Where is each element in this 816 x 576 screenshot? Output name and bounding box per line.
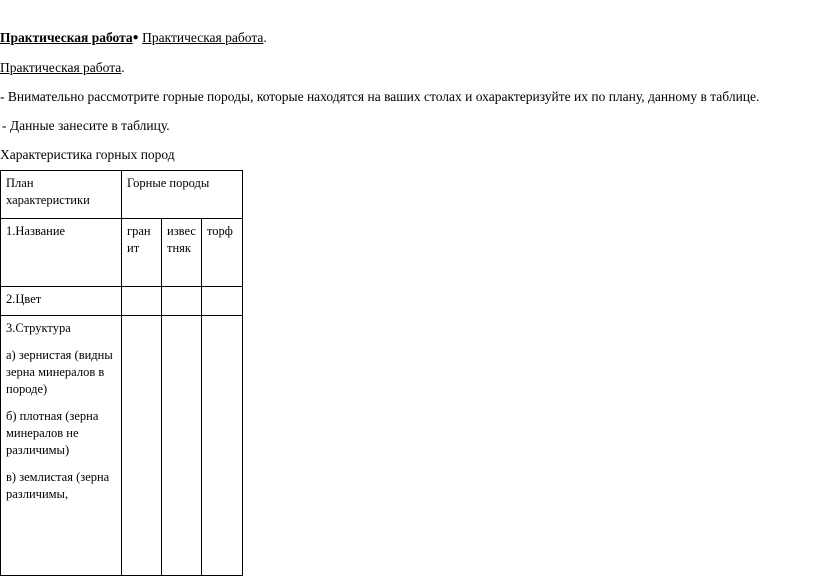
rock-granite: гранит bbox=[122, 219, 162, 287]
bullet-icon: ● bbox=[132, 32, 139, 43]
color-peat-cell[interactable] bbox=[202, 287, 243, 316]
instruction-2: - Данные занесите в таблицу. bbox=[2, 118, 170, 133]
structure-limestone-cell[interactable] bbox=[162, 316, 202, 576]
structure-item-b: б) плотная (зерна минералов не различимы) bbox=[6, 409, 99, 457]
structure-peat-cell[interactable] bbox=[202, 316, 243, 576]
header-line bbox=[0, 30, 267, 46]
rock-peat: торф bbox=[202, 219, 243, 287]
structure-title: 3.Структура bbox=[6, 321, 71, 335]
header-rocks-cell: Горные породы bbox=[122, 171, 243, 219]
row-name-label: 1.Название bbox=[1, 219, 122, 287]
instruction-1: - Внимательно рассмотрите горные породы, которые находятся на ваших столах и охарактеризуйте их по плану, данному в таблице. bbox=[0, 89, 760, 104]
subtitle-period: . bbox=[121, 60, 125, 75]
color-granite-cell[interactable] bbox=[122, 287, 162, 316]
title-link[interactable]: Практическая работа bbox=[142, 30, 264, 45]
row-structure-label bbox=[1, 316, 122, 576]
row-color-label: 2.Цвет bbox=[1, 287, 122, 316]
structure-granite-cell[interactable] bbox=[122, 316, 162, 576]
rock-limestone: известняк bbox=[162, 219, 202, 287]
page-title: Практическая работа bbox=[0, 30, 133, 45]
rocks-table bbox=[0, 170, 243, 576]
table-caption: Характеристика горных пород bbox=[0, 147, 175, 162]
title-period: . bbox=[263, 30, 267, 45]
subtitle: Практическая работа bbox=[0, 60, 122, 75]
structure-item-a: а) зернистая (видны зерна минералов в породе) bbox=[6, 348, 113, 396]
header-plan-cell: План характеристики bbox=[1, 171, 122, 219]
structure-item-c: в) землистая (зерна различимы, bbox=[6, 470, 110, 501]
subtitle-line bbox=[0, 60, 125, 76]
color-limestone-cell[interactable] bbox=[162, 287, 202, 316]
